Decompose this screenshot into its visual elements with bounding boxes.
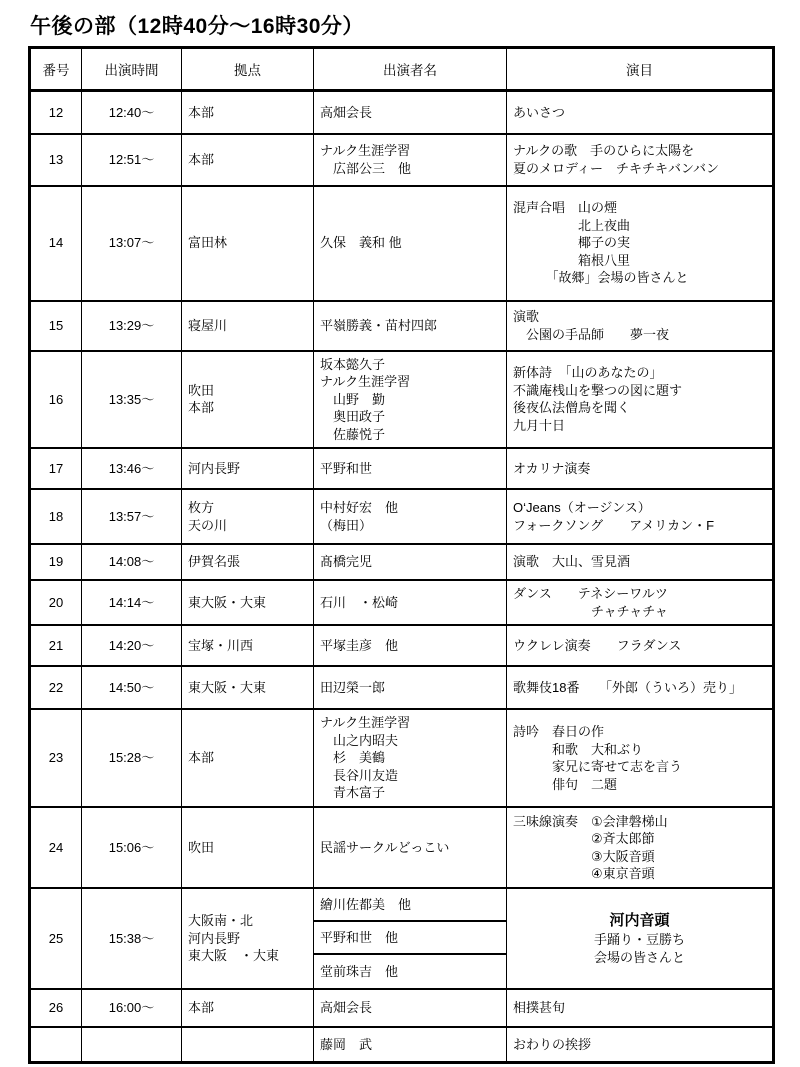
cell-number: 15 <box>30 301 82 351</box>
cell-base: 宝塚・川西 <box>182 625 314 666</box>
cell-number: 21 <box>30 625 82 666</box>
cell-performers: 平嶺勝義・苗村四郎 <box>314 301 507 351</box>
table-row <box>30 989 774 1027</box>
cell-time: 14:14〜 <box>82 580 182 625</box>
cell-program: 演歌 公園の手品師 夢一夜 <box>507 301 774 351</box>
page-title: 午後の部（12時40分〜16時30分） <box>30 15 364 38</box>
performer-subcell: 平野和世 他 <box>314 922 506 955</box>
cell-time: 13:57〜 <box>82 489 182 544</box>
cell-base: 富田林 <box>182 186 314 301</box>
column-header-2: 拠点 <box>182 48 314 91</box>
cell-time <box>82 1027 182 1062</box>
cell-time: 15:28〜 <box>82 709 182 807</box>
cell-performers: 藤岡 武 <box>314 1027 507 1062</box>
cell-time: 14:50〜 <box>82 666 182 709</box>
cell-number: 13 <box>30 134 82 186</box>
table-row <box>30 666 774 709</box>
column-header-3: 出演者名 <box>314 48 507 91</box>
cell-number: 23 <box>30 709 82 807</box>
cell-performers: 石川 ・松崎 <box>314 580 507 625</box>
cell-program: 相撲甚旬 <box>507 989 774 1027</box>
cell-base: 伊賀名張 <box>182 544 314 580</box>
table-row <box>30 888 774 989</box>
cell-performers: 民謡サークルどっこい <box>314 807 507 888</box>
table-row <box>30 351 774 449</box>
table-row <box>30 134 774 186</box>
cell-performers: ナルク生涯学習 山之内昭夫 杉 美鶴 長谷川友造 青木富子 <box>314 709 507 807</box>
cell-performers: ナルク生涯学習 広部公三 他 <box>314 134 507 186</box>
cell-number: 12 <box>30 91 82 134</box>
cell-program: ナルクの歌 手のひらに太陽を 夏のメロディー チキチキバンバン <box>507 134 774 186</box>
cell-time: 15:06〜 <box>82 807 182 888</box>
cell-time: 14:08〜 <box>82 544 182 580</box>
cell-program: 新体詩 「山のあなたの」 不識庵桟山を撃つの図に題す 後夜仏法僧鳥を聞く 九月十日 <box>507 351 774 449</box>
cell-time: 12:51〜 <box>82 134 182 186</box>
table-row <box>30 1027 774 1062</box>
table-row <box>30 580 774 625</box>
cell-program: 詩吟 春日の作 和歌 大和ぶり 家兄に寄せて志を言う 俳句 二題 <box>507 709 774 807</box>
cell-performers: 平塚圭彦 他 <box>314 625 507 666</box>
table-row <box>30 301 774 351</box>
table-row <box>30 807 774 888</box>
cell-base: 東大阪・大東 <box>182 580 314 625</box>
cell-time: 13:35〜 <box>82 351 182 449</box>
cell-performers: 高畑会長 <box>314 989 507 1027</box>
cell-program: あいさつ <box>507 91 774 134</box>
cell-base: 吹田 本部 <box>182 351 314 449</box>
cell-performers: 髙橋完児 <box>314 544 507 580</box>
cell-number: 17 <box>30 448 82 489</box>
table-row <box>30 544 774 580</box>
cell-program: O‘Jeans（オージンス） フォークソング アメリカン・F <box>507 489 774 544</box>
cell-performers: 平野和世 <box>314 448 507 489</box>
table-row <box>30 625 774 666</box>
cell-number <box>30 1027 82 1062</box>
cell-base: 大阪南・北 河内長野 東大阪 ・大東 <box>182 888 314 989</box>
column-header-1: 出演時間 <box>82 48 182 91</box>
cell-number: 24 <box>30 807 82 888</box>
cell-base: 枚方 天の川 <box>182 489 314 544</box>
table-row <box>30 186 774 301</box>
cell-program: オカリナ演奏 <box>507 448 774 489</box>
cell-performers <box>314 888 507 989</box>
cell-program: ウクレレ演奏 フラダンス <box>507 625 774 666</box>
cell-program: 歌舞伎18番 「外郎（ういろ）売り」 <box>507 666 774 709</box>
performer-subcell: 繪川佐都美 他 <box>314 889 506 922</box>
cell-performers: 田辺榮一郎 <box>314 666 507 709</box>
cell-number: 18 <box>30 489 82 544</box>
cell-performers: 坂本懿久子 ナルク生涯学習 山野 勤 奥田政子 佐藤悦子 <box>314 351 507 449</box>
cell-base: 本部 <box>182 989 314 1027</box>
cell-number: 20 <box>30 580 82 625</box>
cell-program: 演歌 大山、雪見酒 <box>507 544 774 580</box>
cell-base: 東大阪・大東 <box>182 666 314 709</box>
cell-base: 本部 <box>182 709 314 807</box>
cell-number: 22 <box>30 666 82 709</box>
column-header-4: 演目 <box>507 48 774 91</box>
cell-number: 26 <box>30 989 82 1027</box>
cell-time: 14:20〜 <box>82 625 182 666</box>
cell-time: 13:46〜 <box>82 448 182 489</box>
table-body <box>30 91 774 1063</box>
cell-performers: 中村好宏 他 （梅田） <box>314 489 507 544</box>
schedule-table <box>28 46 775 1064</box>
cell-time: 15:38〜 <box>82 888 182 989</box>
cell-performers: 久保 義和 他 <box>314 186 507 301</box>
cell-performers: 高畑会長 <box>314 91 507 134</box>
cell-base <box>182 1027 314 1062</box>
table-row <box>30 489 774 544</box>
table-row <box>30 709 774 807</box>
cell-program: 河内音頭 手踊り・豆勝ち 会場の皆さんと <box>507 888 774 989</box>
cell-number: 16 <box>30 351 82 449</box>
table-header-row <box>30 48 774 91</box>
cell-number: 14 <box>30 186 82 301</box>
column-header-0: 番号 <box>30 48 82 91</box>
cell-base: 本部 <box>182 91 314 134</box>
cell-base: 吹田 <box>182 807 314 888</box>
performer-subcell: 堂前珠吉 他 <box>320 963 399 979</box>
cell-program: ダンス テネシーワルツ チャチャチャ <box>507 580 774 625</box>
cell-time: 13:07〜 <box>82 186 182 301</box>
cell-number: 25 <box>30 888 82 989</box>
cell-base: 寝屋川 <box>182 301 314 351</box>
cell-number: 19 <box>30 544 82 580</box>
cell-program: 混声合唱 山の煙 北上夜曲 椰子の実 箱根八里 「故郷」会場の皆さんと <box>507 186 774 301</box>
cell-program: おわりの挨拶 <box>507 1027 774 1062</box>
cell-time: 12:40〜 <box>82 91 182 134</box>
table-row <box>30 91 774 134</box>
cell-time: 13:29〜 <box>82 301 182 351</box>
cell-base: 河内長野 <box>182 448 314 489</box>
cell-time: 16:00〜 <box>82 989 182 1027</box>
cell-program: 三味線演奏 ①会津磐梯山 ②斉太郎節 ③大阪音頭 ④東京音頭 <box>507 807 774 888</box>
table-row <box>30 448 774 489</box>
cell-base: 本部 <box>182 134 314 186</box>
